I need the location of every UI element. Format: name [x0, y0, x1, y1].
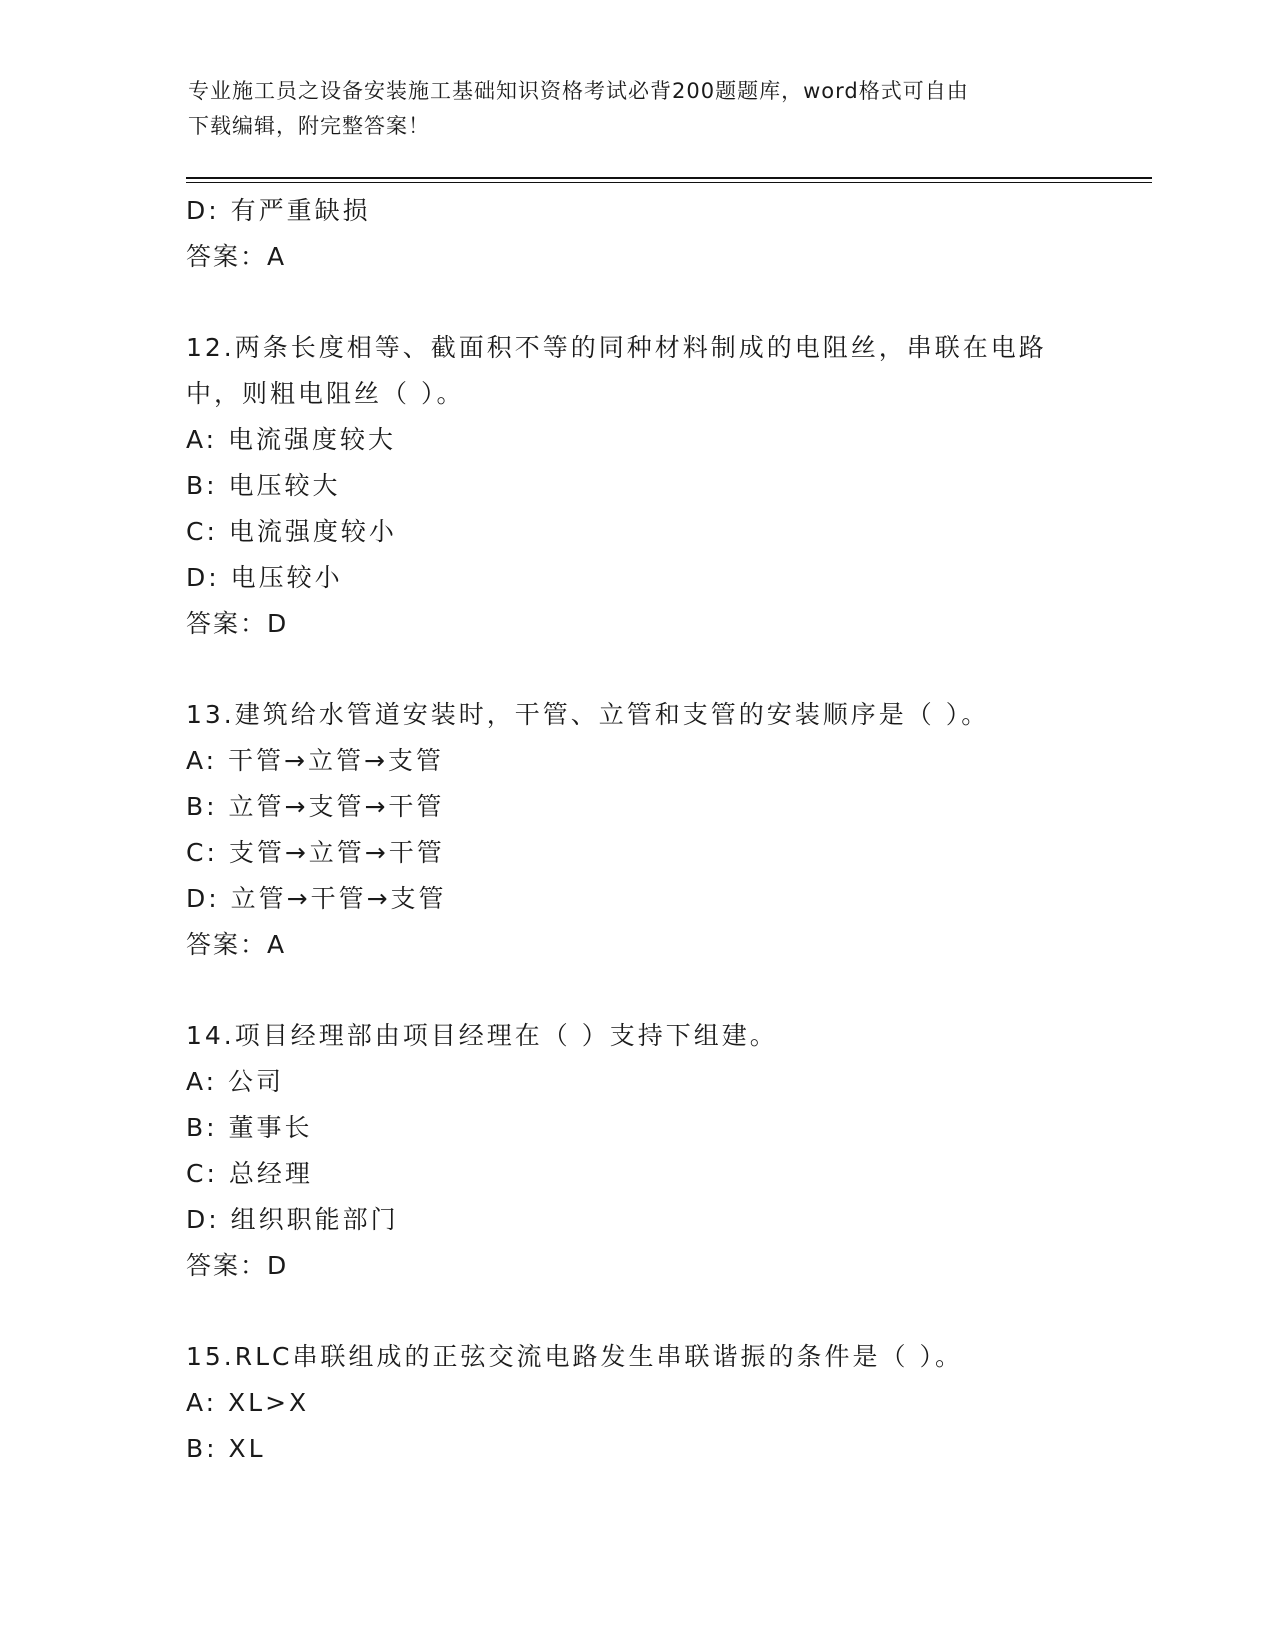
option-a: A: XL>X	[186, 1388, 310, 1417]
option-d: D: 组织职能部门	[186, 1205, 399, 1234]
option-b: B: 立管→支管→干管	[186, 792, 445, 821]
option-d: D: 电压较小	[186, 563, 343, 592]
question-stem: 13.建筑给水管道安装时，干管、立管和支管的安装顺序是（ ）。	[186, 700, 990, 729]
spacer	[186, 647, 1086, 692]
question-stem: 14.项目经理部由项目经理在（ ）支持下组建。	[186, 1021, 778, 1050]
option-b: B: 董事长	[186, 1113, 313, 1142]
question-12	[186, 325, 1086, 647]
header-line-1: 专业施工员之设备安装施工基础知识资格考试必背200题题库，word格式可自由	[188, 79, 969, 103]
document-header	[188, 74, 1088, 144]
spacer	[186, 1289, 1086, 1334]
option-b: B: 电压较大	[186, 471, 341, 500]
header-divider-thin	[186, 182, 1152, 183]
option-d: D: 立管→干管→支管	[186, 884, 447, 913]
option-b: B: XL	[186, 1434, 266, 1463]
question-stem: 12.两条长度相等、截面积不等的同种材料制成的电阻丝，串联在电路	[186, 333, 1047, 362]
option-a: A: 公司	[186, 1067, 285, 1096]
header-divider-thick	[186, 177, 1152, 179]
question-stem-cont: 中，则粗电阻丝（ ）。	[186, 379, 465, 408]
question-13	[186, 692, 1086, 968]
answer: 答案：A	[186, 930, 287, 959]
spacer	[186, 968, 1086, 1013]
option-a: A: 电流强度较大	[186, 425, 397, 454]
question-15	[186, 1334, 1086, 1472]
header-line-2: 下载编辑，附完整答案！	[188, 114, 430, 138]
spacer	[186, 280, 1086, 325]
question-14	[186, 1013, 1086, 1289]
prev-option-d: D: 有严重缺损	[186, 196, 371, 225]
question-stem: 15.RLC串联组成的正弦交流电路发生串联谐振的条件是（ ）。	[186, 1342, 963, 1371]
prev-answer: 答案：A	[186, 242, 287, 271]
option-c: C: 电流强度较小	[186, 517, 397, 546]
option-c: C: 总经理	[186, 1159, 313, 1188]
option-c: C: 支管→立管→干管	[186, 838, 445, 867]
answer: 答案：D	[186, 1251, 289, 1280]
option-a: A: 干管→立管→支管	[186, 746, 444, 775]
answer: 答案：D	[186, 609, 289, 638]
question-list	[186, 188, 1086, 1472]
